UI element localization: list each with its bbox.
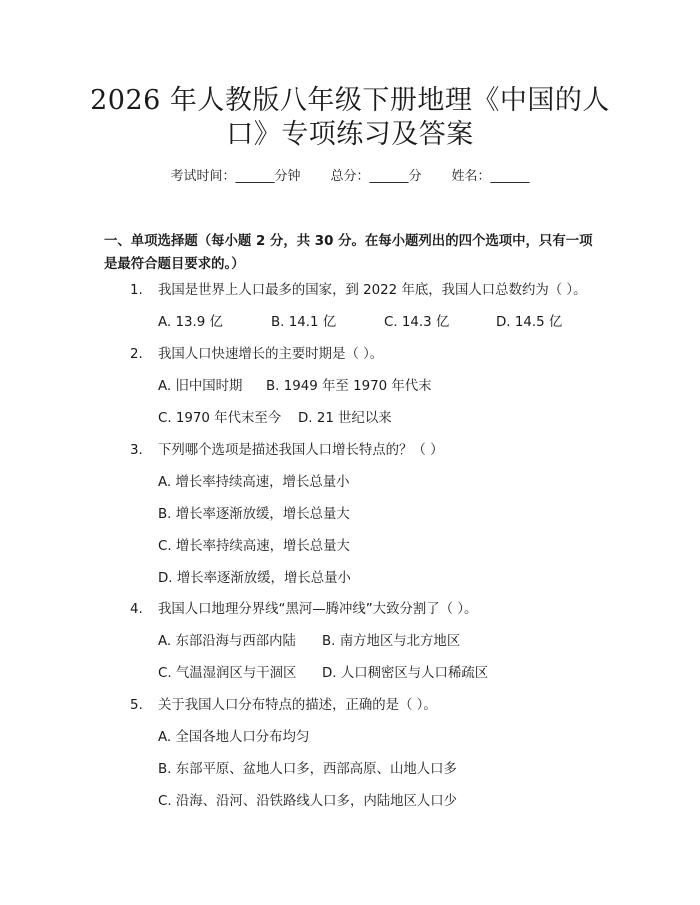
question-text: 我国人口地理分界线“黑河—腾冲线”大致分割了（ ）。 [158, 602, 478, 617]
document-title-line-1: 2026 年人教版八年级下册地理《中国的人 [90, 85, 610, 116]
question-text: 下列哪个选项是描述我国人口增长特点的？（ ） [158, 443, 444, 458]
question-text: 关于我国人口分布特点的描述，正确的是（ ）。 [158, 698, 437, 713]
option-d: D. 增长率逐渐放缓，增长总量小 [158, 571, 351, 586]
exam-meta [0, 167, 700, 187]
option-d: D. 14.5 亿 [496, 315, 563, 330]
option-a: A. 旧中国时期 [158, 379, 243, 394]
option-c: C. 气温湿润区与干涸区 [158, 666, 297, 681]
question-text: 我国人口快速增长的主要时期是（ ）。 [158, 347, 384, 362]
option-c: C. 14.3 亿 [384, 315, 450, 330]
option-a: A. 增长率持续高速，增长总量小 [158, 475, 350, 490]
option-b: B. 14.1 亿 [271, 315, 337, 330]
option-c: C. 增长率持续高速，增长总量大 [158, 539, 350, 554]
option-c: C. 沿海、沿河、沿铁路线人口多，内陆地区人口少 [158, 794, 458, 809]
question-text: 我国是世界上人口最多的国家，到 2022 年底，我国人口总数约为（ ）。 [158, 283, 587, 298]
section-heading: 一、单项选择题（每小题 2 分，共 30 分。在每小题列出的四个选项中，只有一项是最符合题目要求的。） [104, 234, 593, 272]
option-b: B. 东部平原、盆地人口多，西部高原、山地人口多 [158, 762, 457, 777]
option-d: D. 21 世纪以来 [298, 411, 392, 426]
option-a: A. 全国各地人口分布均匀 [158, 730, 310, 745]
option-d: D. 人口稠密区与人口稀疏区 [322, 666, 489, 681]
question-number: 5. [130, 698, 143, 713]
option-c: C. 1970 年代末至今 [158, 411, 282, 426]
option-b: B. 南方地区与北方地区 [322, 634, 461, 649]
option-b: B. 1949 年至 1970 年代末 [266, 379, 432, 394]
option-a: A. 13.9 亿 [158, 315, 223, 330]
exam-time-field: 考试时间：______分钟 [170, 169, 301, 184]
question-number: 4. [130, 602, 143, 617]
total-score-field: 总分：______分 [330, 169, 422, 184]
student-name-field: 姓名：______ [451, 169, 530, 184]
question-number: 1. [130, 283, 143, 298]
option-b: B. 增长率逐渐放缓，增长总量大 [158, 507, 350, 522]
question-number: 3. [130, 443, 143, 458]
document-title-line-2: 口》专项练习及答案 [226, 119, 474, 150]
question-number: 2. [130, 347, 143, 362]
option-a: A. 东部沿海与西部内陆 [158, 634, 296, 649]
